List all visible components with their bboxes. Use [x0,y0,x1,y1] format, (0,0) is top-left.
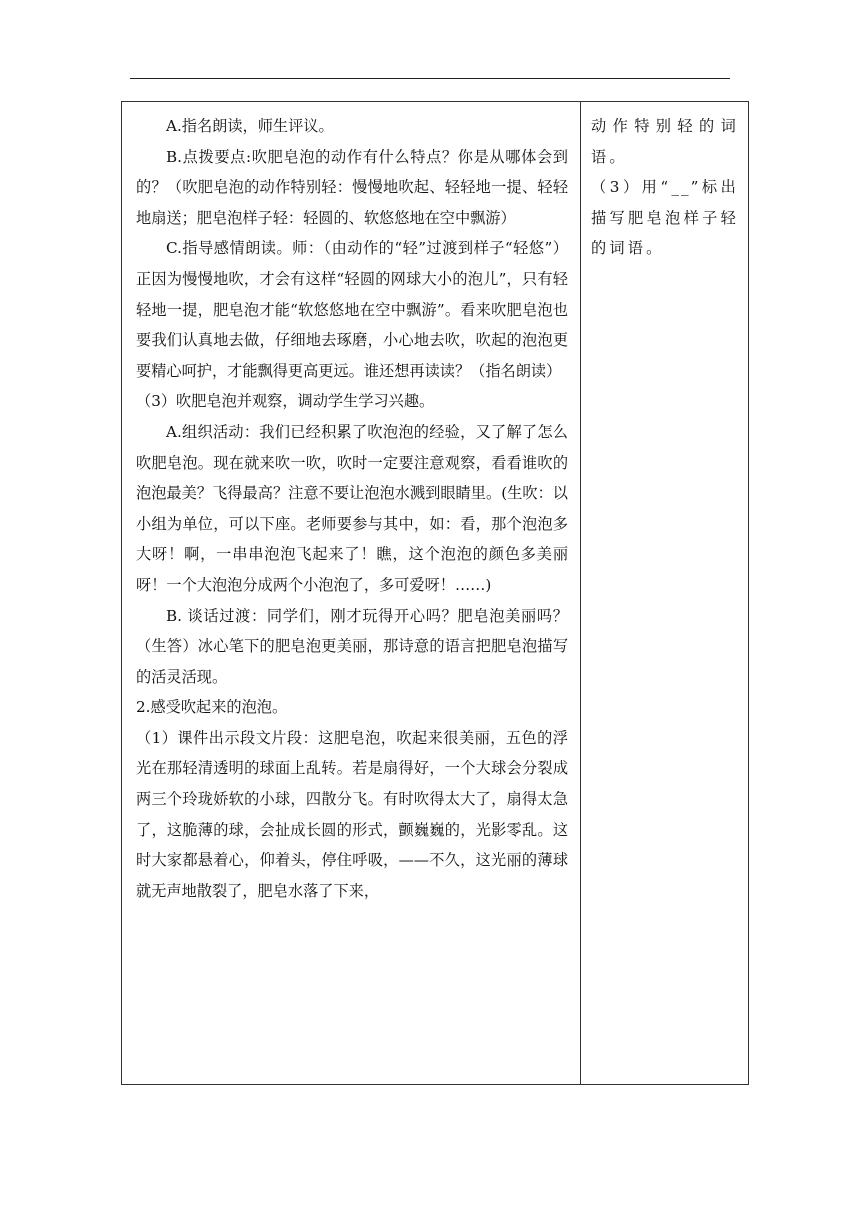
paragraph-step-3: （3）吹肥皂泡并观察，调动学生学习兴趣。 [136,392,435,411]
side-cell-body [581,102,748,264]
lesson-table [121,101,749,1085]
side-note-1: 动作特别轻的词语。 [591,117,739,166]
table-row [122,102,749,1085]
underline-mark: __ [671,178,691,197]
main-cell-body [122,102,580,906]
paragraph-a-reading: A.指名朗读，师生评议。 [166,117,334,135]
side-note-2-start: （3）用“ [591,178,672,197]
paragraph-c-guided-reading: C.指导感情朗读。师：（由动作的“轻”过渡到样子“轻悠”）正因为慢慢地吹，才会有这样“轻圆的网球大小的泡儿”，只有轻轻地一提，肥皂泡才能“软悠悠地在空中飘游”。看来吹肥皂泡也要我们认真地去做，仔细地去琢磨，小心地去吹，吹起的泡泡更要精心呵护，才能飘得更高更远。谁还想再读读？（指名朗读） [136,239,568,380]
side-note-2 [591,172,739,264]
side-note-2-end: ”标出描写肥皂泡样子轻的词语。 [591,178,739,258]
paragraph-a-activity: A.组织活动：我们已经积累了吹泡泡的经验，又了解了怎么吹肥皂泡。现在就来吹一吹，吹时一定要注意观察，看看谁吹的泡泡最美？飞得最高？注意不要让泡泡水溅到眼睛里。(生吹：以小组为单位，可以下座。老师要参与其中，如：看，那个泡泡多大呀！啊，一串串泡泡飞起来了！瞧，这个泡泡的颜色多美丽呀！一个大泡泡分成两个小泡泡了，多可爱呀！……) [136,422,568,594]
paragraph-b-key-points: B.点拨要点:吹肥皂泡的动作有什么特点？你是从哪体会到的？（吹肥皂泡的动作特别轻：慢慢地吹起、轻轻地一提、轻轻地扇送；肥皂泡样子轻：轻圆的、软悠悠地在空中飘游） [136,147,568,227]
main-cell [122,102,581,1085]
header-rule [130,78,730,79]
paragraph-b-transition: B. 谈话过渡：同学们，刚才玩得开心吗？肥皂泡美丽吗？（生答）冰心笔下的肥皂泡更美丽，那诗意的语言把肥皂泡描写的活灵活现。 [136,606,568,686]
side-cell [581,102,749,1085]
paragraph-excerpt: （1）课件出示段文片段：这肥皂泡，吹起来很美丽，五色的浮光在那轻清透明的球面上乱转。若是扇得好，一个大球会分裂成两三个玲珑娇软的小球，四散分飞。有时吹得太大了，扇得太急了，这脆薄的球，会扯成长圆的形式，颤巍巍的，光影零乱。这时大家都悬着心，仰着头，停住呼吸，——不久，这光丽的薄球就无声地散裂了，肥皂水落了下来， [136,728,568,900]
paragraph-section-2: 2.感受吹起来的泡泡。 [136,698,288,717]
